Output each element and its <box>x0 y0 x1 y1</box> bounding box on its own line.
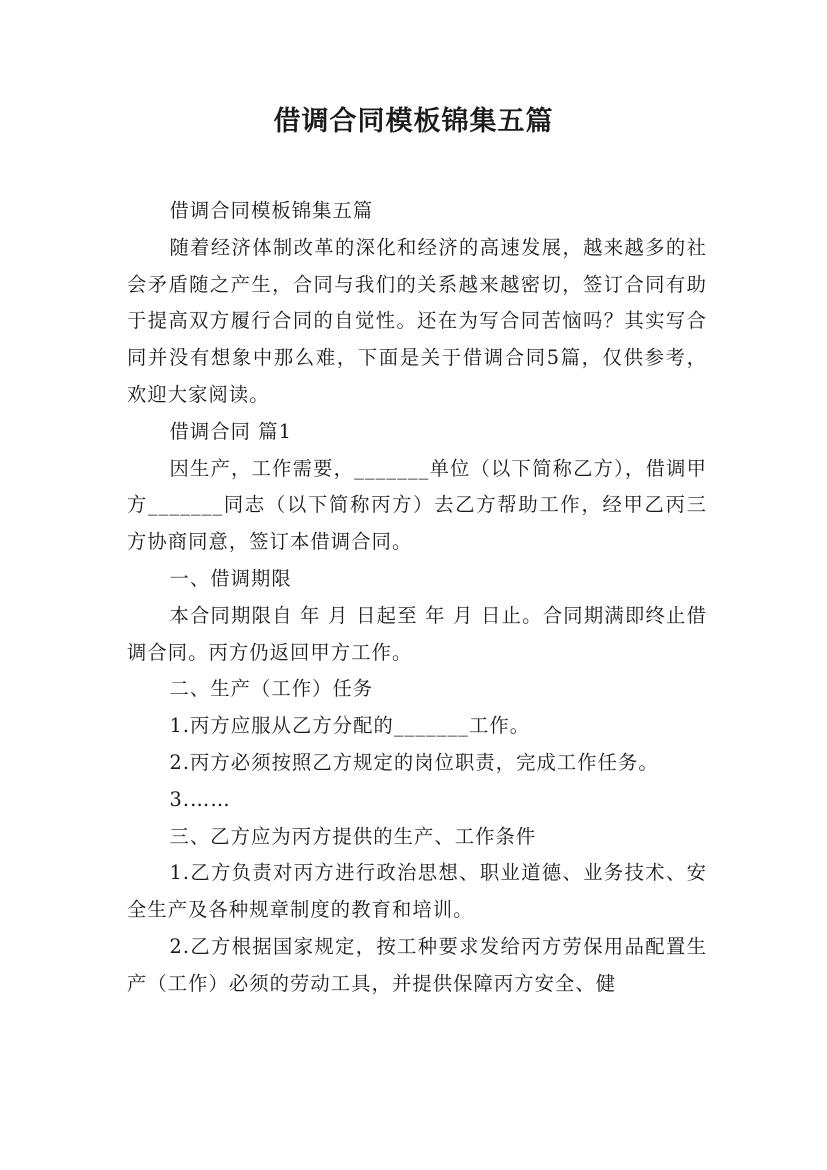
section-heading-tasks: 二、生产（工作）任务 <box>169 677 374 701</box>
paragraph-condition-2: 2.乙方根据国家规定，按工种要求发给丙方劳保用品配置生产（工作）必须的劳动工具，并提供保障丙方安全、健 <box>127 934 707 995</box>
section-heading-conditions: 三、乙方应为丙方提供的生产、工作条件 <box>169 824 537 848</box>
paragraph-task-3: 3.…… <box>169 787 231 811</box>
paragraph-subtitle: 借调合同模板锦集五篇 <box>169 199 374 222</box>
paragraph-term: 本合同期限自 年 月 日起至 年 月 日止。合同期满即终止借调合同。丙方仍返回甲方工作。 <box>127 603 707 664</box>
paragraph-intro: 随着经济体制改革的深化和经济的高速发展，越来越多的社会矛盾随之产生，合同与我们的关系越来越密切，签订合同有助于提高双方履行合同的自觉性。还在为写合同苦恼吗？其实写合同并没有想象中那么难，下面是关于借调合同5篇，仅供参考，欢迎大家阅读。 <box>127 235 707 406</box>
paragraph-task-2: 2.丙方必须按照乙方规定的岗位职责，完成工作任务。 <box>169 750 659 774</box>
paragraph-condition-1: 1.乙方负责对丙方进行政治思想、职业道德、业务技术、安全生产及各种规章制度的教育和培训。 <box>127 861 707 922</box>
section-heading-contract-1: 借调合同 篇1 <box>169 419 292 443</box>
document-title: 借调合同模板锦集五篇 <box>273 106 554 137</box>
paragraph-task-1: 1.丙方应服从乙方分配的_______工作。 <box>169 714 531 738</box>
section-heading-term: 一、借调期限 <box>169 566 292 590</box>
paragraph-preamble: 因生产，工作需要，_______单位（以下简称乙方），借调甲方_______同志（以下简称丙方）去乙方帮助工作，经甲乙丙三方协商同意，签订本借调合同。 <box>127 456 707 554</box>
document-body <box>127 193 707 1003</box>
